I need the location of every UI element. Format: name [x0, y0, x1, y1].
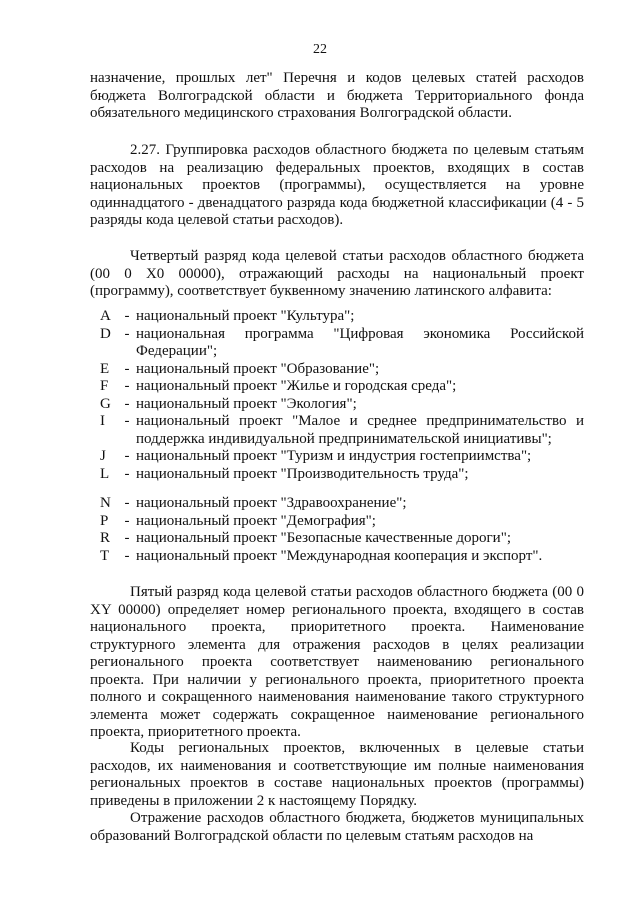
project-letter: E [100, 360, 110, 377]
project-letter: R [100, 530, 111, 546]
page-number: 22 [313, 42, 327, 57]
project-letter-list-2 [90, 495, 584, 565]
paragraph-municipal: Отражение расходов областного бюджета, бюджетов муниципальных образований Волгоградской области по целевым статьям расходов на [90, 810, 584, 844]
project-name: национальный проект "Туризм и индустрия гостеприимства"; [136, 448, 532, 464]
dash: - [124, 308, 130, 324]
project-name: национальная программа "Цифровая экономика Российской Федерации"; [136, 325, 584, 359]
project-name: национальный проект "Жилье и городская среда"; [136, 378, 457, 394]
project-name: национальный проект "Малое и среднее предпринимательство и поддержка индивидуальной предпринимательской инициативы"; [136, 413, 584, 447]
project-name: национальный проект "Экология"; [136, 395, 357, 412]
project-letter: N [100, 495, 111, 511]
paragraph-intro: назначение, прошлых лет" Перечня и кодов целевых статей расходов бюджета Волгоградской области и бюджета Территориального фонда обязательного медицинского страхования Волгоградской области. [90, 70, 584, 121]
project-letter: J [100, 448, 106, 464]
dash: - [124, 413, 130, 429]
list-item [90, 548, 584, 566]
dash: - [124, 465, 130, 482]
dash: - [124, 448, 130, 464]
dash: - [124, 378, 130, 394]
project-name: национальный проект "Демография"; [136, 512, 376, 529]
paragraph-2-27: 2.27. Группировка расходов областного бюджета по целевым статьям расходов на реализацию федеральных проектов, входящих в состав национальных проектов (программы), осуществляется на уровне одиннадцатого - двенадцатого разряда кода бюджетной классификации (4 - 5 разряды кода целевой статьи расходов). [90, 142, 584, 228]
project-name: национальный проект "Образование"; [136, 360, 380, 377]
project-name: национальный проект "Производительность труда"; [136, 465, 469, 482]
list-item [90, 495, 584, 513]
list-item [90, 466, 584, 484]
list-item [90, 326, 584, 361]
project-letter: T [100, 547, 110, 564]
project-letter: G [100, 395, 111, 412]
paragraph-region-codes: Коды региональных проектов, включенных в целевые статьи расходов, их наименования и соответствующие им полные наименования региональных проектов в составе национальных проектов (программы) приведены в приложении 2 к настоящему Порядку. [90, 740, 584, 809]
list-item [90, 396, 584, 414]
project-letter: L [100, 465, 110, 482]
paragraph-fifth-digit: Пятый разряд кода целевой статьи расходов областного бюджета (00 0 XY 00000) определяет номер регионального проекта, входящего в состав национального проекта, приоритетного проекта. Наименование структурного элемента для отражения расходов в целях реализации регионального проекта соответствует наименованию регионального проекта. При наличии у регионального проекта, приоритетного проекта полного и сокращенного наименования наименование такого структурного элемента может содержать сокращенное наименование регионального проекта, приоритетного проекта. [90, 584, 584, 740]
project-letter-list-1 [90, 308, 584, 483]
list-item [90, 448, 584, 466]
project-letter: F [100, 378, 109, 394]
project-letter: D [100, 325, 111, 342]
project-name: национальный проект "Культура"; [136, 308, 355, 324]
project-letter: I [100, 413, 105, 429]
project-name: национальный проект "Международная кооперация и экспорт". [136, 547, 543, 564]
project-letter: P [100, 512, 109, 529]
project-letter: A [100, 308, 111, 324]
dash: - [124, 530, 130, 546]
list-item [90, 378, 584, 396]
list-item [90, 513, 584, 531]
list-item [90, 308, 584, 326]
list-item [90, 361, 584, 379]
dash: - [124, 395, 130, 412]
dash: - [124, 547, 130, 564]
project-name: национальный проект "Здравоохранение"; [136, 495, 407, 511]
list-item [90, 413, 584, 448]
project-name: национальный проект "Безопасные качественные дороги"; [136, 530, 511, 546]
paragraph-fourth-digit: Четвертый разряд кода целевой статьи расходов областного бюджета (00 0 X0 00000), отражающий расходы на национальный проект (программу), соответствует буквенному значению латинского алфавита: [90, 248, 584, 299]
dash: - [124, 360, 130, 377]
dash: - [124, 512, 130, 529]
dash: - [124, 495, 130, 511]
dash: - [124, 325, 130, 342]
list-item [90, 530, 584, 548]
